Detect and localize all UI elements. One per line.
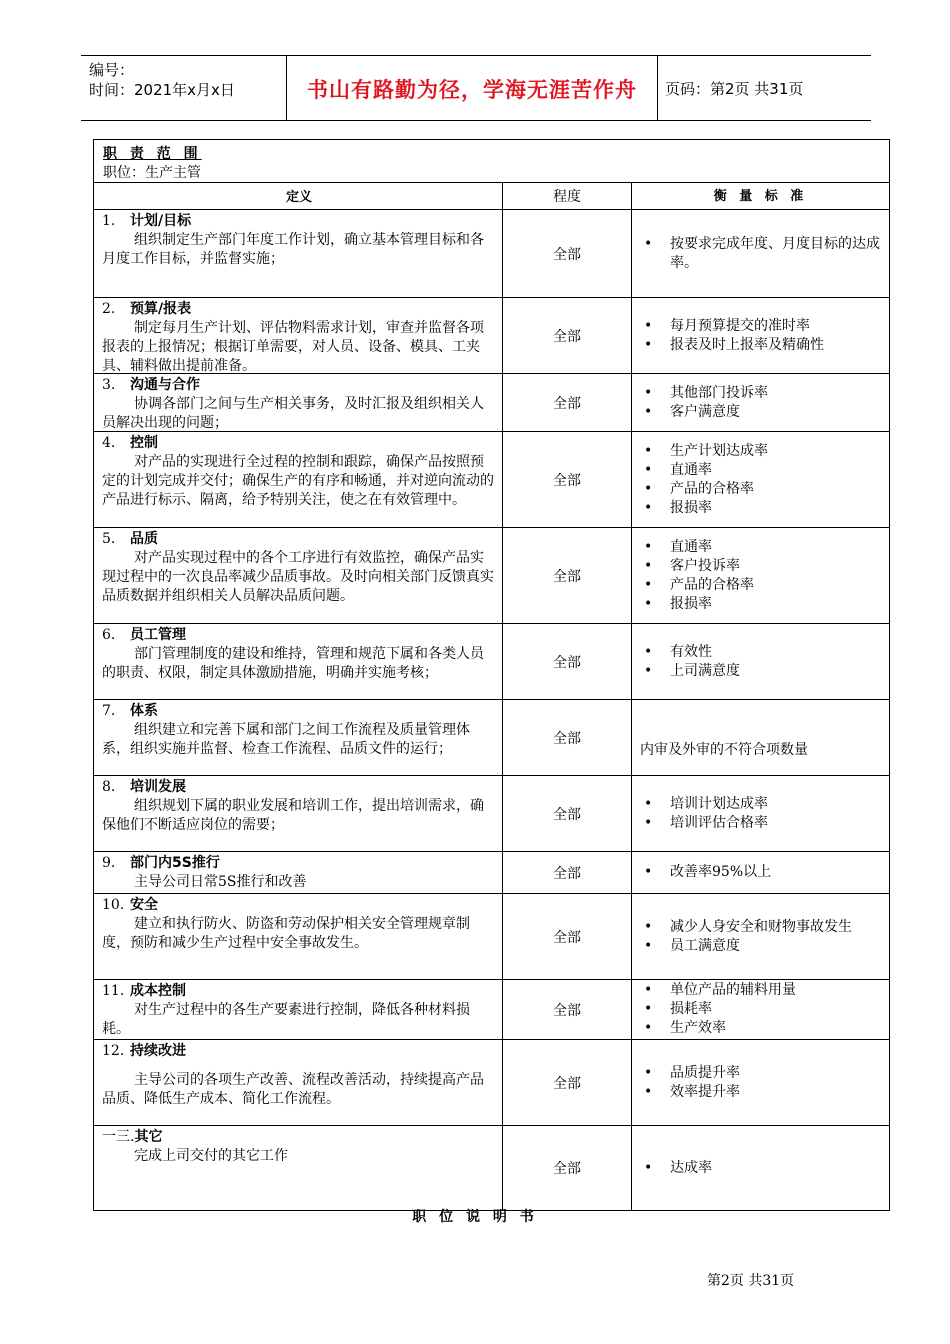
standard-cell [632, 1040, 889, 1125]
degree-cell: 全部 [503, 432, 632, 527]
definition-cell [94, 374, 503, 431]
number-label: 编号： [89, 61, 135, 79]
criteria-item: • 报损率 [640, 595, 881, 614]
definition-cell [94, 528, 503, 623]
table-body [94, 210, 889, 1210]
table-row [94, 432, 889, 528]
item-number: 9. [102, 855, 116, 871]
criteria-list [640, 643, 881, 681]
item-title: 部门内5S推行 [130, 855, 220, 871]
table-row [94, 894, 889, 980]
header-motto: 书山有路勤为径，学海无涯苦作舟 [307, 78, 637, 102]
definition-cell [94, 1126, 503, 1210]
item-description: 组织建立和完善下属和部门之间工作流程及质量管理体系，组织实施并监督、检查工作流程、品质文件的运行； [102, 722, 470, 757]
item-heading [102, 982, 496, 1001]
degree-cell: 全部 [503, 528, 632, 623]
criteria-text: 内审及外审的不符合项数量 [640, 742, 808, 758]
item-description: 对生产过程中的各生产要素进行控制，降低各种材料损耗。 [102, 1002, 470, 1037]
item-title: 成本控制 [130, 983, 186, 999]
degree-cell: 全部 [503, 776, 632, 851]
criteria-list [640, 235, 881, 273]
header-motto-box [286, 56, 658, 120]
definition-cell [94, 852, 503, 893]
criteria-item: • 每月预算提交的准时率 [640, 317, 881, 336]
item-title: 培训发展 [130, 779, 186, 795]
criteria-item: • 报损率 [640, 499, 881, 518]
criteria-item: • 产品的合格率 [640, 576, 881, 595]
item-title: 品质 [130, 531, 158, 547]
standard-cell [632, 776, 889, 851]
item-heading [102, 212, 496, 231]
criteria-item: • 改善率95%以上 [640, 863, 881, 882]
degree-cell: 全部 [503, 894, 632, 979]
table-row [94, 700, 889, 776]
degree-cell: 全部 [503, 210, 632, 297]
item-title: 预算/报表 [130, 301, 192, 317]
table-row [94, 1126, 889, 1210]
responsibility-table [93, 139, 890, 1211]
page-indicator: 页码：第2页 共31页 [665, 80, 804, 98]
criteria-item: • 品质提升率 [640, 1064, 881, 1083]
item-number: 3. [102, 377, 116, 393]
item-heading [102, 702, 496, 721]
standard-cell [632, 528, 889, 623]
header-definition: 定义 [94, 183, 503, 209]
header-standard: 衡 量 标 准 [713, 188, 808, 204]
criteria-item: • 减少人身安全和财物事故发生 [640, 918, 881, 937]
item-title: 沟通与合作 [130, 377, 200, 393]
table-row [94, 852, 889, 894]
item-heading [102, 1042, 496, 1061]
item-title: 计划/目标 [130, 213, 192, 229]
page-number: 第2页 共31页 [707, 1273, 795, 1289]
definition-cell [94, 700, 503, 775]
criteria-list [640, 317, 881, 355]
standard-cell [632, 374, 889, 431]
definition-cell [94, 1040, 503, 1125]
criteria-item: • 客户满意度 [640, 403, 881, 422]
criteria-item: • 达成率 [640, 1159, 881, 1178]
item-description: 对产品实现过程中的各个工序进行有效监控，确保产品实现过程中的一次良品率减少品质事故。及时向相关部门反馈真实品质数据并组织相关人员解决品质问题。 [102, 550, 494, 604]
criteria-item: • 单位产品的辅料用量 [640, 981, 881, 1000]
item-description: 制定每月生产计划、评估物料需求计划，审查并监督各项报表的上报情况；根据订单需要，对人员、设备、模具、工夹具、辅料做出提前准备。 [102, 320, 484, 374]
item-heading [102, 854, 496, 873]
item-description: 主导公司日常5S推行和改善 [134, 874, 307, 890]
degree-cell: 全部 [503, 700, 632, 775]
definition-cell [94, 624, 503, 699]
standard-cell [632, 210, 889, 297]
header-degree: 程度 [503, 183, 632, 209]
criteria-list [640, 981, 881, 1038]
standard-cell [632, 894, 889, 979]
criteria-list [640, 1159, 881, 1178]
criteria-list [640, 863, 881, 882]
table-row [94, 528, 889, 624]
criteria-item: • 培训计划达成率 [640, 795, 881, 814]
table-row [94, 776, 889, 852]
item-number: 11. [102, 983, 125, 999]
item-heading [102, 1128, 496, 1147]
criteria-item: • 损耗率 [640, 1000, 881, 1019]
item-title: 体系 [130, 703, 158, 719]
criteria-item: • 报表及时上报率及精确性 [640, 336, 881, 355]
table-row [94, 210, 889, 298]
table-row [94, 374, 889, 432]
item-title: 控制 [130, 435, 158, 451]
standard-cell [632, 980, 889, 1039]
criteria-list [640, 918, 881, 956]
degree-cell: 全部 [503, 298, 632, 373]
time-label: 时间：2021年x月x日 [89, 81, 235, 99]
item-description: 组织规划下属的职业发展和培训工作，提出培训需求，确保他们不断适应岗位的需要； [102, 798, 484, 833]
item-number: 10. [102, 897, 125, 913]
criteria-item: • 培训评估合格率 [640, 814, 881, 833]
degree-cell: 全部 [503, 374, 632, 431]
criteria-list [640, 795, 881, 833]
item-description: 主导公司的各项生产改善、流程改善活动，持续提高产品品质、降低生产成本、简化工作流程。 [102, 1072, 484, 1107]
item-heading [102, 300, 496, 319]
header-meta [89, 60, 235, 100]
definition-cell [94, 298, 503, 373]
table-row [94, 1040, 889, 1126]
criteria-item: • 产品的合格率 [640, 480, 881, 499]
definition-cell [94, 210, 503, 297]
standard-cell [632, 298, 889, 373]
item-number: 6. [102, 627, 116, 643]
criteria-item: • 上司满意度 [640, 662, 881, 681]
item-heading [102, 530, 496, 549]
item-description: 协调各部门之间与生产相关事务，及时汇报及组织相关人员解决出现的问题； [102, 396, 484, 431]
degree-cell: 全部 [503, 1040, 632, 1125]
criteria-item: • 有效性 [640, 643, 881, 662]
standard-cell [632, 700, 889, 775]
item-description: 组织制定生产部门年度工作计划，确立基本管理目标和各月度工作目标，并监督实施； [102, 232, 484, 267]
item-number: 一三. [102, 1129, 135, 1145]
table-header-row [94, 183, 889, 210]
degree-cell: 全部 [503, 980, 632, 1039]
item-title: 员工管理 [130, 627, 186, 643]
criteria-item: • 按要求完成年度、月度目标的达成率。 [640, 235, 881, 273]
item-heading [102, 376, 496, 395]
criteria-list [640, 384, 881, 422]
criteria-item: • 直通率 [640, 461, 881, 480]
criteria-item: • 效率提升率 [640, 1083, 881, 1102]
table-row [94, 980, 889, 1040]
standard-cell [632, 852, 889, 893]
definition-cell [94, 894, 503, 979]
item-number: 7. [102, 703, 116, 719]
criteria-item: • 直通率 [640, 538, 881, 557]
item-title: 持续改进 [130, 1043, 186, 1059]
item-title: 安全 [130, 897, 158, 913]
item-number: 5. [102, 531, 116, 547]
item-heading [102, 778, 496, 797]
criteria-list [640, 442, 881, 518]
table-row [94, 298, 889, 374]
criteria-list [640, 538, 881, 614]
position-label: 职位：生产主管 [103, 165, 201, 181]
item-description: 建立和执行防火、防盗和劳动保护相关安全管理规章制度，预防和减少生产过程中安全事故发生。 [102, 916, 470, 951]
item-heading [102, 434, 496, 453]
item-title: 其它 [134, 1129, 163, 1145]
document-title: 职 位 说 明 书 [412, 1209, 538, 1225]
criteria-list [640, 1064, 881, 1102]
item-heading [102, 626, 496, 645]
page-header [81, 55, 871, 121]
criteria-item: • 生产效率 [640, 1019, 881, 1038]
item-description: 完成上司交付的其它工作 [134, 1148, 288, 1164]
standard-cell [632, 1126, 889, 1210]
degree-cell: 全部 [503, 852, 632, 893]
definition-cell [94, 980, 503, 1039]
definition-cell [94, 776, 503, 851]
item-number: 2. [102, 301, 116, 317]
table-title-row [94, 140, 889, 183]
table-row [94, 624, 889, 700]
definition-cell [94, 432, 503, 527]
item-number: 12. [102, 1043, 125, 1059]
degree-cell: 全部 [503, 624, 632, 699]
criteria-item: • 其他部门投诉率 [640, 384, 881, 403]
standard-cell [632, 624, 889, 699]
item-description: 对产品的实现进行全过程的控制和跟踪，确保产品按照预定的计划完成并交付；确保生产的有序和畅通，并对逆向流动的产品进行标示、隔离，给予特别关注，使之在有效管理中。 [102, 454, 494, 508]
criteria-item: • 生产计划达成率 [640, 442, 881, 461]
standard-cell [632, 432, 889, 527]
item-number: 4. [102, 435, 116, 451]
item-number: 1. [102, 213, 116, 229]
section-title: 职 责 范 围 [103, 146, 202, 162]
criteria-item: • 员工满意度 [640, 937, 881, 956]
degree-cell: 全部 [503, 1126, 632, 1210]
item-description: 部门管理制度的建设和维持，管理和规范下属和各类人员的职责、权限，制定具体激励措施，明确并实施考核； [102, 646, 484, 681]
criteria-item: • 客户投诉率 [640, 557, 881, 576]
item-heading [102, 896, 496, 915]
item-number: 8. [102, 779, 116, 795]
